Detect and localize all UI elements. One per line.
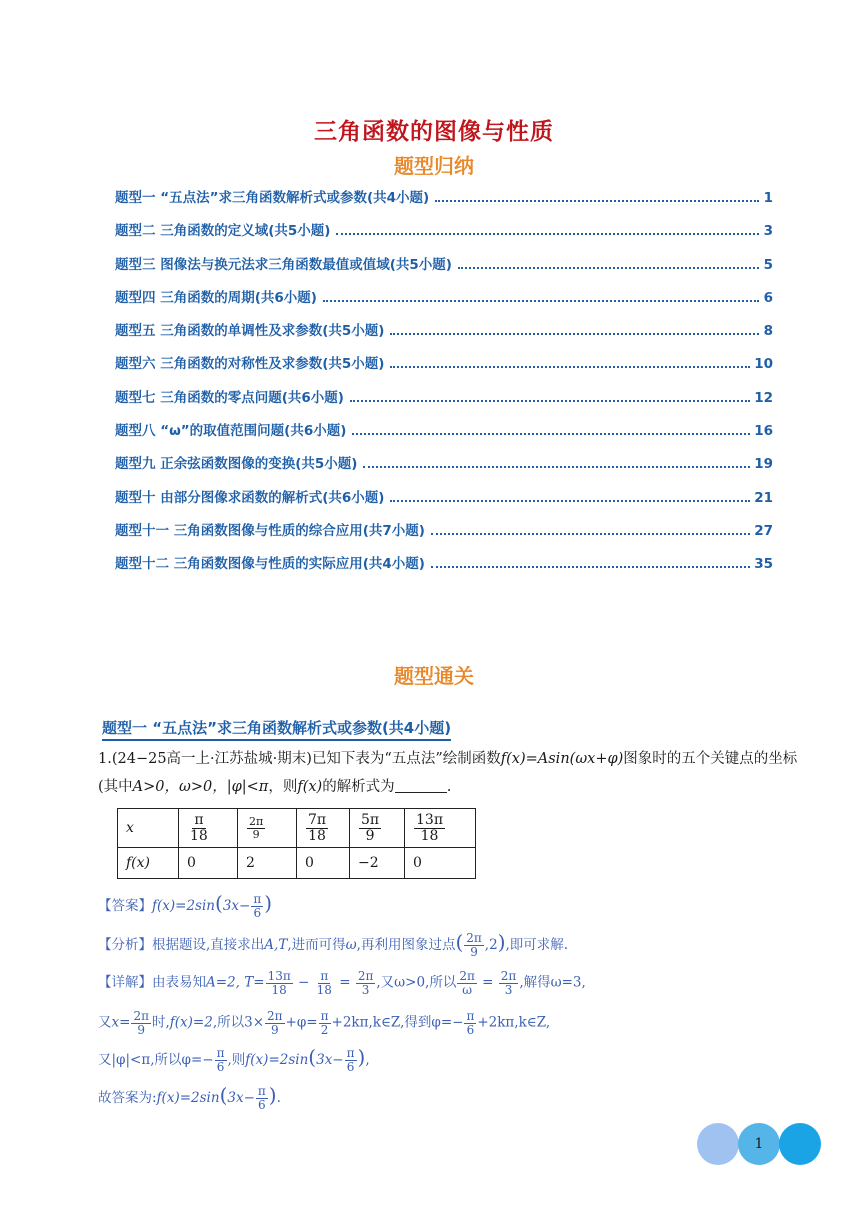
toc-item[interactable]: 题型十 由部分图像求函数的解析式(共6小题) 21: [115, 489, 773, 506]
document-title: 三角函数的图像与性质: [314, 119, 554, 145]
toc-item[interactable]: 题型十一 三角函数图像与性质的综合应用(共7小题) 27: [115, 522, 773, 539]
analysis-line: 【分析】根据题设,直接求出A,T,进而可得ω,再利用图象过点( $\frac{2\pi}{9}$ ,2),即可求解.: [98, 930, 569, 959]
answer-blank: [395, 778, 447, 793]
toc-item[interactable]: 题型七 三角函数的零点问题(共6小题) 12: [115, 389, 773, 406]
table-of-contents: [115, 187, 773, 587]
final-answer-line: 故答案为:f(x)=2sin(3x− $\frac{\pi}{6}$ ).: [98, 1083, 281, 1112]
problem-statement: 1.(24−25高一上·江苏盐城·期末)已知下表为“五点法”绘制函数f(x)=Asin(ωx+φ)图象时的五个关键点的坐标(其中A>0，ω>0，|φ|<π，则f(x)的解析式为 .: [98, 751, 798, 795]
toc-item[interactable]: 题型二 三角函数的定义域(共5小题) 3: [115, 223, 773, 240]
toc-item[interactable]: 题型六 三角函数的对称性及求参数(共5小题) 10: [115, 356, 773, 373]
detail-line-2: 又x= $\frac{2\pi}{9}$ 时,f(x)=2,所以3× $\frac{2\pi}{9}$ +φ= $\frac{\pi}{2}$ +2kπ,k∈Z,得到φ=− $\frac{\pi}{6}$ +2kπ,k∈Z,: [98, 1009, 551, 1037]
page-number: 1: [754, 1136, 764, 1152]
page-decoration-circle: [697, 1123, 739, 1165]
toc-item[interactable]: 题型八 “ω”的取值范围问题(共6小题) 16: [115, 423, 773, 440]
answer-line: 【答案】f(x)=2sin(3x− $\frac{\pi}{6}$ ): [98, 891, 273, 920]
toc-heading: 题型归纳: [394, 154, 474, 178]
section-group-heading: 题型通关: [394, 664, 474, 688]
toc-item[interactable]: 题型一 “五点法”求三角函数解析式或参数(共4小题) 1: [115, 190, 773, 206]
toc-item[interactable]: 题型四 三角函数的周期(共6小题) 6: [115, 289, 773, 306]
toc-item[interactable]: 题型十二 三角函数图像与性质的实际应用(共4小题) 35: [115, 556, 773, 573]
detail-line-3: 又|φ|<π,所以φ=− $\frac{\pi}{6}$ ,则f(x)=2sin(3x− $\frac{\pi}{6}$ ),: [98, 1045, 370, 1074]
toc-item[interactable]: 题型三 图像法与换元法求三角函数最值或值域(共5小题) 5: [115, 256, 773, 273]
section-heading[interactable]: 题型一 “五点法”求三角函数解析式或参数(共4小题): [102, 717, 451, 741]
toc-item[interactable]: 题型九 正余弦函数图像的变换(共5小题) 19: [115, 456, 773, 473]
key-points-table: x $\frac{\pi}{18}$ $\frac{2\pi}{9}$ $\frac{7\pi}{18}$ $\frac{5\pi}{9}$ $\frac{13\pi}{18}$ f(x) 0 2 0 −2 0: [117, 808, 476, 879]
page-decoration-circle: [779, 1123, 821, 1165]
detail-line-1: 【详解】由表易知A=2, T= $\frac{13\pi}{18}$ − $\frac{\pi}{18}$ = $\frac{2\pi}{3}$ ,又ω>0,所以 $\frac{2\pi}{\omega}$ = $\frac{2\pi}{3}$ ,解得ω=3,: [98, 969, 586, 997]
toc-item[interactable]: 题型五 三角函数的单调性及求参数(共5小题) 8: [115, 323, 773, 340]
